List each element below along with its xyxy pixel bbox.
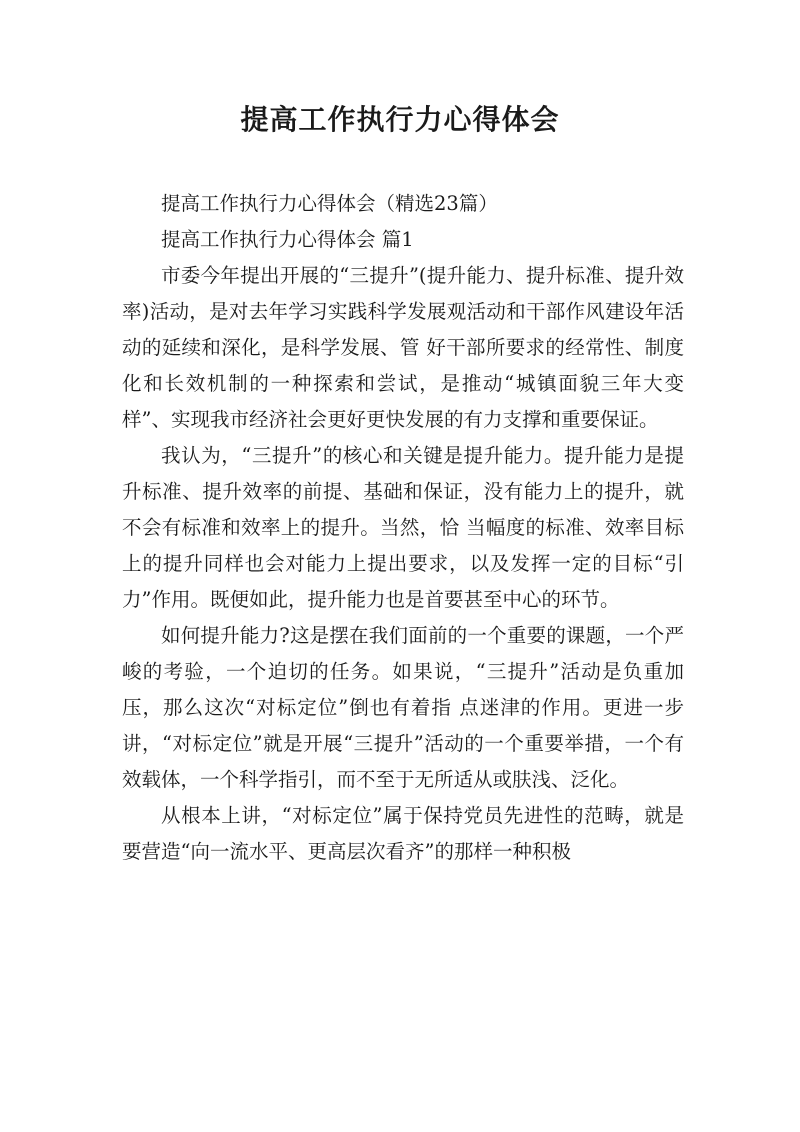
body-paragraph: 我认为，“三提升”的核心和关键是提升能力。提升能力是提升标准、提升效率的前提、基础和保证，没有能力上的提升，就不会有标准和效率上的提升。当然，恰 当幅度的标准、效率目标上的提升同样也会对能力上提出要求，以及发挥一定的目标“引力”作用。既便如此，提升能力也是首要甚至中心的环节。 [122,444,684,611]
document-title: 提高工作执行力心得体会 [240,103,560,136]
body-paragraph: 从根本上讲，“对标定位”属于保持党员先进性的范畴，就是要营造“向一流水平、更高层次看齐”的那样一种积极 [122,804,684,863]
body-paragraph: 如何提升能力?这是摆在我们面前的一个重要的课题，一个严峻的考验，一个迫切的任务。如果说，“三提升”活动是负重加压，那么这次“对标定位”倒也有着指 点迷津的作用。更进一步讲，“对标定位”就是开展“三提升”活动的一个重要举措，一个有效载体，一个科学指引，而不至于无所适从或肤浅、泛化。 [122,624,684,791]
body-paragraph: 市委今年提出开展的“三提升”(提升能力、提升标准、提升效率)活动，是对去年学习实践科学发展观活动和干部作风建设年活动的延续和深化，是科学发展、管 好干部所要求的经常性、制度化和长效机制的一种探索和尝试，是推动“城镇面貌三年大变样”、实现我市经济社会更好更快发展的有力支撑和重要保证。 [122,264,684,431]
document-subtitle: 提高工作执行力心得体会（精选23篇） [161,192,498,215]
document-body [122,186,684,870]
section-heading: 提高工作执行力心得体会 篇1 [161,228,414,251]
